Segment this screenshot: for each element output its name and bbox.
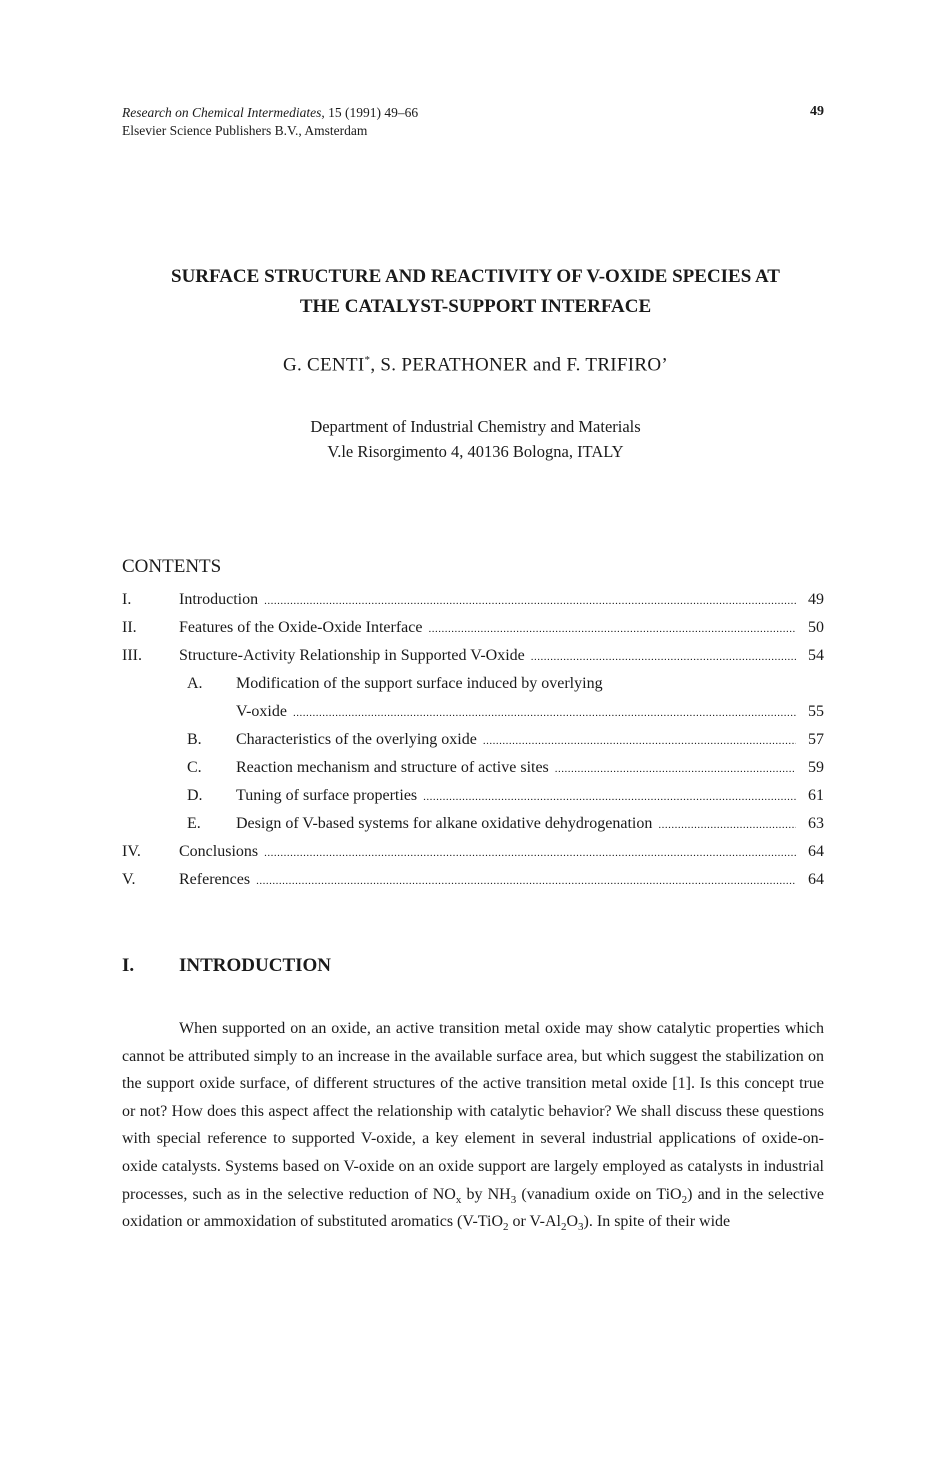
corresponding-author-mark: * [364, 354, 371, 366]
toc-entry [122, 754, 824, 781]
toc-page-number: 61 [808, 787, 824, 804]
affiliation-line-2: V.le Risorgimento 4, 40136 Bologna, ITALY [327, 442, 624, 461]
toc-subnumber: C. [187, 759, 202, 776]
toc-number: I. [122, 591, 132, 608]
toc-page-number: 54 [808, 647, 824, 664]
other-authors: , S. PERATHONER and F. TRIFIRO’ [370, 354, 669, 376]
toc-subnumber: E. [187, 815, 201, 832]
toc-label: Tuning of surface properties [236, 787, 418, 804]
toc-entry [122, 838, 824, 865]
body-text [122, 1015, 824, 1236]
toc-page-number: 55 [808, 703, 824, 720]
toc-label: V-oxide [236, 703, 287, 720]
toc-page-number: 59 [808, 759, 824, 776]
title-line-2: THE CATALYST-SUPPORT INTERFACE [299, 296, 652, 317]
toc-page-number: 49 [808, 591, 824, 608]
subscript: 2 [503, 1221, 509, 1234]
toc-entry [122, 782, 824, 809]
author-1: G. CENTI [282, 354, 365, 376]
toc-entry [122, 698, 824, 725]
toc-label: Modification of the support surface induced by overlying [236, 675, 603, 692]
toc-entry [122, 810, 824, 837]
toc-leader-dots [428, 614, 796, 643]
text-run: When supported on an oxide, an active transition metal oxide may show catalytic properties which cannot be attributed simply to an increase in the available surface area, but which suggest the stabilization on the support oxide surface, of different structures of the active transition metal oxide [1]. Is this concept true or not? How does this aspect affect the relationship with catalytic behavior? We shall discuss these questions with special reference to supported V-oxide, a key element in several industrial applications of oxide-on-oxide catalysts. Systems based on V-oxide on an oxide support are largely employed as catalysts in industrial processes, such as in the selective reduction of NO [122, 1020, 824, 1203]
toc-leader-dots [293, 698, 796, 727]
subscript: 3 [578, 1221, 584, 1234]
subscript: 2 [681, 1193, 688, 1206]
toc-page-number: 50 [808, 619, 824, 636]
toc-label: References [179, 871, 251, 888]
text-run: ). In spite of their wide [583, 1213, 731, 1231]
journal-header [122, 104, 418, 140]
toc-label: Introduction [179, 591, 259, 608]
toc-subnumber: B. [187, 731, 202, 748]
toc-subnumber: A. [187, 675, 203, 692]
section-heading [122, 955, 331, 977]
toc-number: II. [122, 619, 137, 636]
subscript: 3 [510, 1193, 517, 1206]
toc-number: III. [122, 647, 142, 664]
text-run: ) and in the selective oxidation or ammoxidation of substituted aromatics (V-TiO [122, 1185, 825, 1231]
journal-citation [122, 104, 418, 122]
title-line-1: SURFACE STRUCTURE AND REACTIVITY OF V-OXIDE SPECIES AT [171, 266, 780, 287]
paper-title [100, 262, 851, 322]
toc-leader-dots [264, 838, 796, 867]
journal-title: Research on Chemical Intermediates [122, 105, 322, 120]
toc-page-number: 63 [808, 815, 824, 832]
toc-entry [122, 614, 824, 641]
section-title: INTRODUCTION [179, 955, 332, 976]
section-number: I. [122, 955, 135, 976]
toc-label: Structure-Activity Relationship in Supported V-Oxide [179, 647, 525, 664]
journal-ref: , 15 (1991) 49–66 [321, 105, 419, 120]
toc-page-number: 57 [808, 731, 824, 748]
text-run: by NH [461, 1185, 511, 1203]
toc-number: IV. [122, 843, 141, 860]
toc-label: Reaction mechanism and structure of active sites [236, 759, 549, 776]
text-run: or V-Al [508, 1213, 561, 1231]
toc-label: Design of V-based systems for alkane oxidative dehydrogenation [236, 815, 653, 832]
toc-entry [122, 586, 824, 613]
toc-leader-dots [531, 642, 796, 671]
toc-label: Features of the Oxide-Oxide Interface [179, 619, 423, 636]
toc-leader-dots [555, 754, 796, 783]
toc-entry [122, 726, 824, 753]
authors [100, 354, 851, 376]
toc-leader-dots [264, 586, 796, 615]
toc-page-number: 64 [808, 843, 824, 860]
toc-label: Conclusions [179, 843, 259, 860]
toc-label: Characteristics of the overlying oxide [236, 731, 477, 748]
toc-number: V. [122, 871, 136, 888]
toc-page-number: 64 [808, 871, 824, 888]
toc-entry [122, 642, 824, 669]
contents-heading: CONTENTS [122, 556, 222, 577]
page-number: 49 [810, 104, 824, 119]
affiliation [100, 414, 851, 464]
subscript: 2 [560, 1221, 567, 1234]
toc-leader-dots [256, 866, 796, 895]
toc-entry [122, 670, 824, 697]
text-run: (vanadium oxide on TiO [516, 1185, 682, 1203]
affiliation-line-1: Department of Industrial Chemistry and Materials [310, 417, 641, 436]
publisher: Elsevier Science Publishers B.V., Amsterdam [122, 123, 368, 138]
paragraph [122, 1015, 824, 1236]
toc-leader-dots [483, 726, 796, 755]
toc-entry [122, 866, 824, 893]
toc-subnumber: D. [187, 787, 203, 804]
toc-leader-dots [423, 782, 796, 811]
text-run: O [566, 1213, 579, 1231]
subscript: x [455, 1193, 462, 1206]
toc-leader-dots [658, 810, 796, 839]
